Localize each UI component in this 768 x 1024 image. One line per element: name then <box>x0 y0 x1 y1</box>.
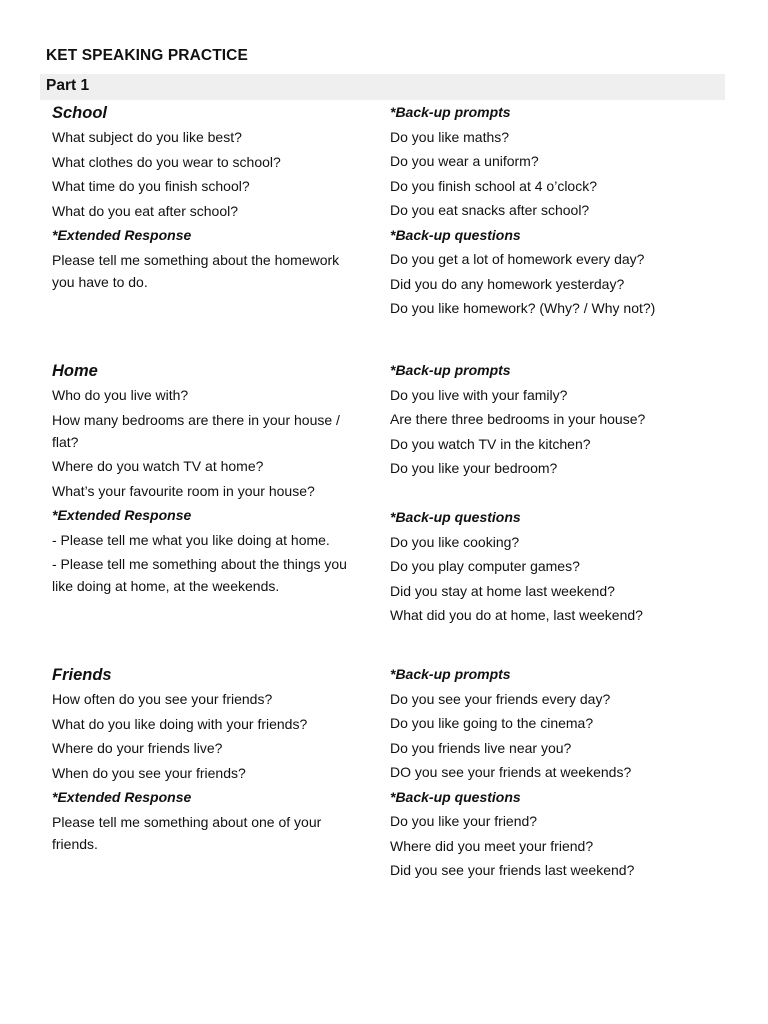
question-item: How often do you see your friends? <box>52 691 273 707</box>
backup-questions-heading: *Back-up questions <box>390 509 521 525</box>
backup-question-item: Where did you meet your friend? <box>390 837 594 854</box>
backup-prompt-item: DO you see your friends at weekends? <box>390 764 632 780</box>
backup-prompts-heading: *Back-up prompts <box>390 104 511 120</box>
extended-response-heading: *Extended Response <box>52 227 192 243</box>
section-home-right-column <box>390 359 724 629</box>
question-item: How many bedrooms are there in your house / flat? <box>52 411 340 450</box>
backup-questions-heading: *Back-up questions <box>390 788 521 805</box>
backup-prompt-item: Do you finish school at 4 o’clock? <box>390 177 597 194</box>
backup-question-item: Do you like your friend? <box>390 813 538 829</box>
part-label: Part 1 <box>46 77 90 94</box>
backup-question-item: Did you see your friends last weekend? <box>390 862 635 878</box>
backup-question-item: What did you do at home, last weekend? <box>390 607 643 623</box>
question-item: What clothes do you wear to school? <box>52 153 281 170</box>
backup-prompt-item: Do you like your bedroom? <box>390 460 558 476</box>
extended-response-heading: *Extended Response <box>52 789 192 805</box>
question-item: Who do you live with? <box>52 387 189 403</box>
extended-response-item: - Please tell me what you like doing at home. <box>52 531 330 548</box>
backup-prompt-item: Do you friends live near you? <box>390 739 572 756</box>
extended-response-item: - Please tell me something about the things you like doing at home, at the weekends. <box>52 556 347 594</box>
section-friends-left-column <box>52 663 362 857</box>
question-item: What’s your favourite room in your house? <box>52 482 315 499</box>
backup-prompts-heading: *Back-up prompts <box>390 666 511 682</box>
question-item: What do you like doing with your friends? <box>52 715 308 732</box>
section-title: Home <box>52 362 98 380</box>
backup-prompt-item: Do you live with your family? <box>390 386 568 403</box>
section-friends-right-column <box>390 663 724 884</box>
backup-question-item: Do you like homework? (Why? / Why not?) <box>390 300 656 316</box>
section-home-left-column <box>52 359 362 600</box>
backup-questions-heading: *Back-up questions <box>390 226 521 243</box>
section-title: School <box>52 104 108 122</box>
extended-response-item: Please tell me something about the homework you have to do. <box>52 251 340 290</box>
backup-prompt-item: Are there three bedrooms in your house? <box>390 411 646 427</box>
question-item: What time do you finish school? <box>52 178 250 194</box>
backup-prompt-item: Do you wear a uniform? <box>390 153 539 169</box>
backup-question-item: Do you get a lot of homework every day? <box>390 251 645 267</box>
question-item: What do you eat after school? <box>52 202 238 219</box>
part-header-bar <box>40 74 725 100</box>
backup-prompts-heading: *Back-up prompts <box>390 362 511 378</box>
section-school-left-column <box>52 101 362 295</box>
backup-prompt-item: Do you like maths? <box>390 128 510 145</box>
question-item: Where do your friends live? <box>52 740 223 756</box>
extended-response-heading: *Extended Response <box>52 507 192 523</box>
backup-prompt-item: Do you eat snacks after school? <box>390 202 590 218</box>
document-title: KET SPEAKING PRACTICE <box>46 47 248 64</box>
backup-prompt-item: Do you see your friends every day? <box>390 690 611 707</box>
backup-prompt-item: Do you like going to the cinema? <box>390 715 594 731</box>
question-item: When do you see your friends? <box>52 764 246 781</box>
backup-prompt-item: Do you watch TV in the kitchen? <box>390 435 591 452</box>
backup-question-item: Do you like cooking? <box>390 533 520 550</box>
question-item: What subject do you like best? <box>52 129 242 145</box>
spacer <box>390 482 724 507</box>
extended-response-item: Please tell me something about one of your friends. <box>52 813 322 852</box>
backup-question-item: Do you play computer games? <box>390 558 580 574</box>
section-title: Friends <box>52 666 112 684</box>
backup-question-item: Did you stay at home last weekend? <box>390 582 615 599</box>
section-school-right-column <box>390 101 724 322</box>
backup-question-item: Did you do any homework yesterday? <box>390 275 625 292</box>
question-item: Where do you watch TV at home? <box>52 458 264 474</box>
